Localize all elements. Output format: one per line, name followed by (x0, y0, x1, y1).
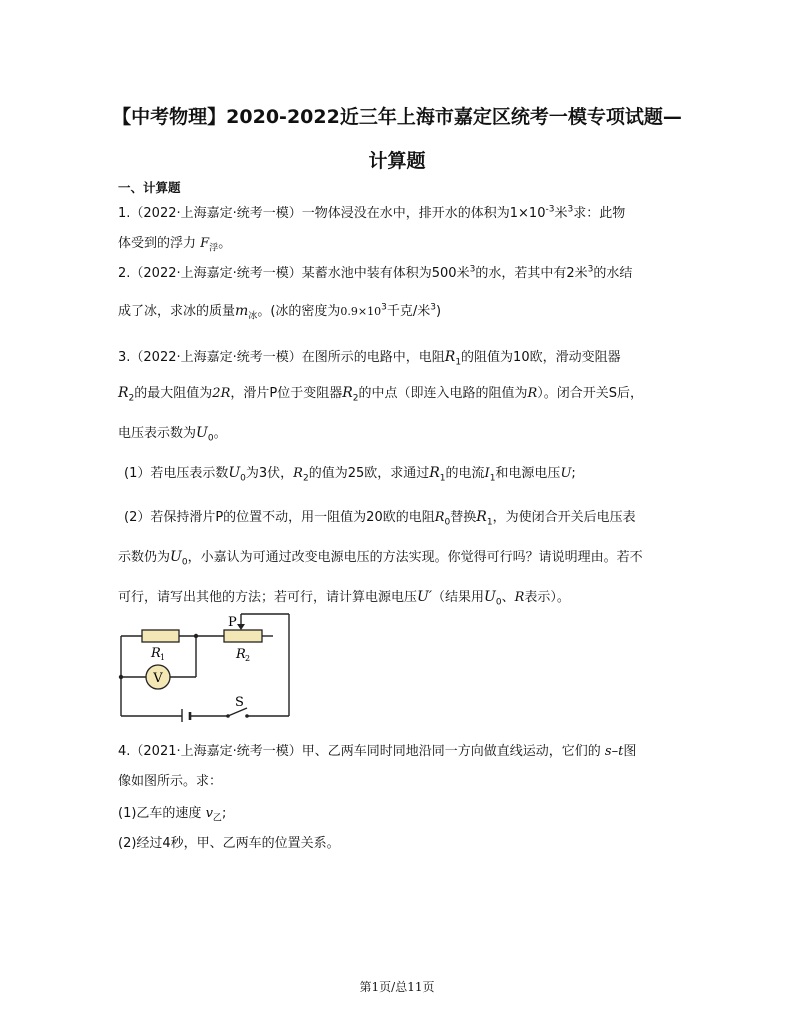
q3-part2-line2: 示数仍为$U_0$，小嘉认为可通过改变电源电压的方法实现。你觉得可行吗？请说明理由。若不 (118, 549, 643, 568)
circuit-diagram (116, 610, 296, 722)
q3-line3: 电压表示数为$U_0$。 (118, 425, 227, 444)
junction-dot (119, 675, 123, 679)
q4-part1: (1)乙车的速度 $v_乙$; (118, 806, 227, 824)
page-title-line2: 计算题 (368, 150, 426, 172)
voltmeter-label: V (153, 671, 163, 686)
q1-line2: 体受到的浮力 $F_浮$。 (118, 236, 232, 254)
r2-label: R (236, 647, 246, 662)
switch-contact (245, 714, 249, 718)
switch-pivot (226, 714, 230, 718)
q3-line2: $R_2$的最大阻值为2R，滑片P位于变阻器$R_2$的中点（即连入电路的阻值为R）。闭合开关S后， (118, 385, 644, 404)
q3-part2-line1: (2）若保持滑片P的位置不动，用一阻值为20欧的电阻$R_0$替换$R_1$，为使闭合开关后电压表 (124, 509, 636, 528)
slider-arrow-icon (237, 624, 245, 630)
q3-line1: 3.（2022·上海嘉定·统考一模）在图所示的电路中，电阻$R_1$的阻值为10欧，滑动变阻器 (118, 349, 621, 368)
q4-line2: 像如图所示。求： (118, 774, 223, 789)
resistor-r1 (142, 630, 179, 642)
page-footer: 第1页/总11页 (359, 980, 435, 994)
q4-line1: 4.（2021·上海嘉定·统考一模）甲、乙两车同时同地沿同一方向做直线运动，它们的 s–t图 (118, 744, 637, 759)
section-heading: 一、计算题 (118, 180, 181, 195)
resistor-r2 (224, 630, 262, 642)
r1-label-sub: 1 (160, 653, 166, 662)
q4-part2: (2)经过4秒，甲、乙两车的位置关系。 (118, 836, 340, 851)
switch-label: S (235, 695, 244, 710)
junction-dot (194, 634, 198, 638)
page-title: 【中考物理】2020-2022近三年上海市嘉定区统考一模专项试题— (112, 106, 682, 128)
slider-label: P (228, 615, 237, 630)
q2-line1: 2.（2022·上海嘉定·统考一模）某蓄水池中装有体积为500米$^3$的水，若其中有2米$^3$的水结 (118, 264, 633, 281)
r2-label-sub: 2 (245, 654, 251, 663)
r1-label: R (151, 646, 161, 661)
q3-part2-line3: 可行，请写出其他的方法；若可行，请计算电源电压U′（结果用$U_0$、R表示）。 (118, 589, 570, 608)
q1-line1: 1.（2022·上海嘉定·统考一模）一物体浸没在水中，排开水的体积为$1\times 10^{-3}$米$^3$求：此物 (118, 204, 626, 221)
q3-part1: (1）若电压表示数$U_0$为3伏，$R_2$的值为25欧，求通过$R_1$的电流$I_1$和电源电压U; (124, 465, 576, 484)
q2-line2: 成了冰，求冰的质量$m_冰$。(冰的密度为$0.9\times 10^3$千克/米$^3$) (118, 302, 442, 322)
